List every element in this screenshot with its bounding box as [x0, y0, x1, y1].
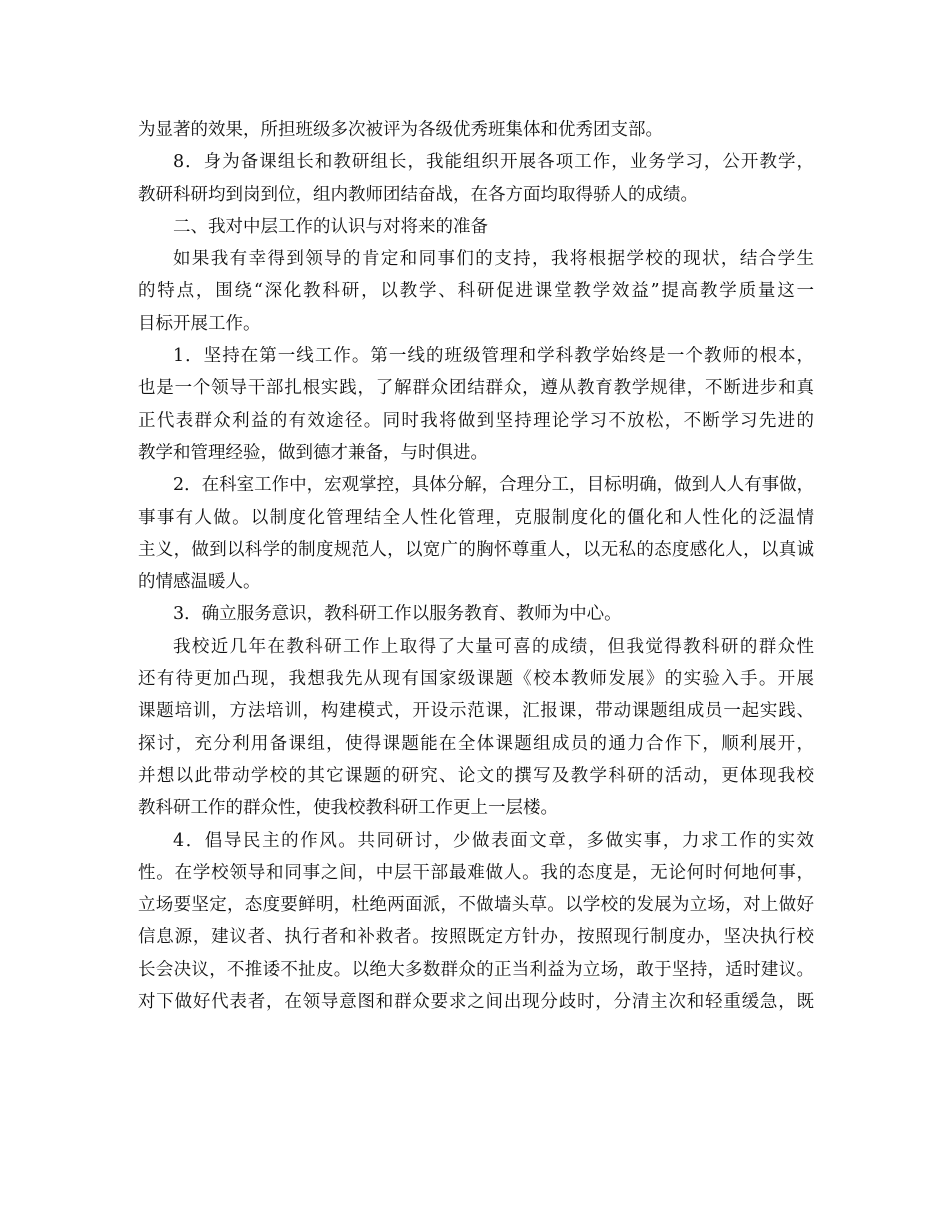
- text-line: 信息源，建议者、执行者和补救者。按照既定方针办，按照现行制度办，坚决执行校: [138, 927, 814, 948]
- text-line: 也是一个领导干部扎根实践，了解群众团结群众，遵从教育教学规律，不断进步和真: [138, 378, 814, 399]
- text-line: 教研科研均到岗到位，组内教师团结奋战，在各方面均取得骄人的成绩。: [138, 184, 698, 205]
- document-body: [138, 114, 814, 1018]
- text-line: 二、我对中层工作的认识与对将来的准备: [173, 216, 488, 237]
- text-line: 为显著的效果，所担班级多次被评为各级优秀班集体和优秀团支部。: [138, 120, 663, 140]
- text-line: 如果我有幸得到领导的肯定和同事们的支持，我将根据学校的现状，结合学生: [173, 249, 814, 270]
- text-line: 2．在科室工作中，宏观掌控，具体分解，合理分工，目标明确，做到人人有事做，: [173, 475, 814, 496]
- text-line: 8．身为备课组长和教研组长，我能组织开展各项工作，业务学习，公开教学，: [173, 152, 814, 173]
- text-line: 1．坚持在第一线工作。第一线的班级管理和学科教学始终是一个教师的根本，: [173, 346, 814, 367]
- text-line: 性。在学校领导和同事之间，中层干部最难做人。我的态度是，无论何时何地何事，: [138, 862, 814, 883]
- text-line: 对下做好代表者，在领导意图和群众要求之间出现分歧时，分清主次和轻重缓急，既: [138, 992, 814, 1013]
- text-line: 事事有人做。以制度化管理结全人性化管理，克服制度化的僵化和人性化的泛温情: [138, 507, 814, 528]
- text-line: 正代表群众利益的有效途径。同时我将做到坚持理论学习不放松，不断学习先进的: [138, 410, 814, 431]
- text-line: 立场要坚定，态度要鲜明，杜绝两面派，不做墙头草。以学校的发展为立场，对上做好: [138, 895, 814, 916]
- text-line: 的特点，围绕“深化教科研，以教学、科研促进课堂教学效益”提高教学质量这一: [138, 281, 814, 302]
- text-line: 4．倡导民主的作风。共同研讨，少做表面文章，多做实事，力求工作的实效: [173, 830, 814, 851]
- text-line: 我校近几年在教科研工作上取得了大量可喜的成绩，但我觉得教科研的群众性: [173, 636, 814, 657]
- text-line: 教学和管理经验，做到德才兼备，与时俱进。: [138, 442, 488, 463]
- text-line: 的情感温暖人。: [138, 572, 261, 593]
- text-line: 并想以此带动学校的其它课题的研究、论文的撰写及教学科研的活动，更体现我校: [138, 765, 814, 786]
- text-line: 教科研工作的群众性，使我校教科研工作更上一层楼。: [138, 798, 558, 819]
- text-line: 探讨，充分利用备课组，使得课题能在全体课题组成员的通力合作下，顺利展开，: [138, 733, 814, 754]
- text-line: 课题培训，方法培训，构建模式，开设示范课，汇报课，带动课题组成员一起实践、: [138, 701, 814, 722]
- text-line: 目标开展工作。: [138, 313, 261, 334]
- text-line: 还有待更加凸现，我想我先从现有国家级课题《校本教师发展》的实验入手。开展: [138, 669, 814, 690]
- text-line: 主义，做到以科学的制度规范人，以宽广的胸怀尊重人，以无私的态度感化人，以真诚: [138, 539, 814, 560]
- text-line: 长会决议，不推诿不扯皮。以绝大多数群众的正当利益为立场，敢于坚持，适时建议。: [138, 959, 814, 980]
- text-line: 3．确立服务意识，教科研工作以服务教育、教师为中心。: [173, 604, 622, 625]
